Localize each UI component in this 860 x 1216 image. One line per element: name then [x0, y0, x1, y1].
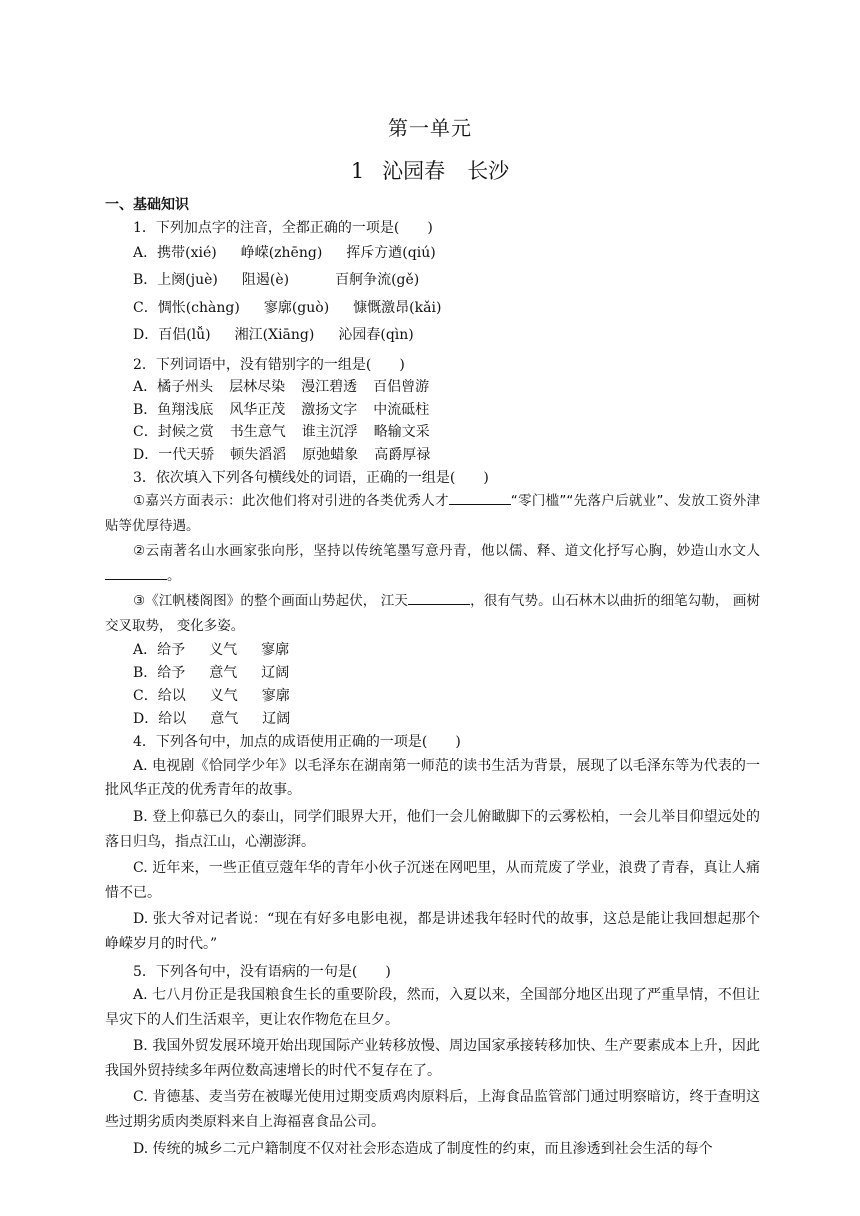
q3-option-b: B．给予 意气 辽阔 [133, 665, 290, 682]
lesson-title [0, 155, 860, 185]
q2-option-b: B．鱼翔浅底 风华正茂 激扬文字 中流砥柱 [133, 401, 430, 418]
q4-option-a: A. 电视剧《恰同学少年》以毛泽东在湖南第一师范的读书生活为背景，展现了以毛泽东等为代表的一批风华正茂的优秀青年的故事。 [105, 757, 760, 799]
q4-option-d: D. 张大爷对记者说：“现在有好多电影电视，都是讲述我年轻时代的故事，这总是能让我回想起那个峥嵘岁月的时代。” [105, 911, 760, 952]
q1-option-d: D．百侣(lǚ) 湘江(Xiāng) 沁园春(qìn) [133, 327, 414, 344]
fill-blank-2 [105, 566, 167, 580]
q4-option-b: B. 登上仰慕已久的泰山，同学们眼界大开，他们一会儿俯瞰脚下的云雾松柏，一会儿举目仰望远处的落日归鸟，指点江山，心潮澎湃。 [105, 808, 760, 850]
q2-option-a: A．橘子州头 层林尽染 漫江碧透 百侣曾游 [133, 379, 430, 396]
q5-option-a: A. 七八月份正是我国粮食生长的重要阶段，然而，入夏以来，全国部分地区出现了严重旱情，不但让旱灾下的人们生活艰辛，更让农作物危在旦夕。 [105, 987, 760, 1028]
question-2-stem: 2．下列词语中，没有错别字的一组是( ) [133, 356, 405, 373]
fill-blank-1 [449, 491, 511, 505]
question-5-stem: 5．下列各句中，没有语病的一句是( ) [133, 963, 391, 980]
question-4-stem: 4．下列各句中，加点的成语使用正确的一项是( ) [133, 734, 461, 751]
q3-sentence-1: ①嘉兴方面表示：此次他们将对引进的各类优秀人才 “零门槛”“先落户后就业”、发放工资外津贴等优厚待遇。 [105, 493, 760, 535]
q1-option-c: C．惆怅(chàng) 寥廓(guò) 慷慨激昂(kǎi) [133, 299, 442, 316]
lesson-number: 1 [350, 159, 365, 183]
q5-option-b: B. 我国外贸发展环境开始出现国际产业转移放慢、周边国家承接转移加快、生产要素成本上升，因此我国外贸持续多年两位数高速增长的时代不复存在了。 [105, 1038, 760, 1079]
q2-option-d: D．一代天骄 顿失滔滔 原弛蜡象 高爵厚禄 [133, 446, 431, 463]
lesson-title-part1: 沁园春 [382, 159, 446, 183]
fill-blank-3 [408, 591, 470, 605]
q4-option-c: C. 近年来，一些正值豆蔻年华的青年小伙子沉迷在网吧里，从而荒废了学业，浪费了青春，真让人痛惜不已。 [105, 860, 760, 901]
q3-sentence-3: ③《江帆楼阁图》的整个画面山势起伏， 江天 ，很有气势。山石林木以曲折的细笔勾勒， 画树交叉取势， 变化多姿。 [105, 593, 760, 635]
unit-title: 第一单元 [388, 116, 472, 140]
exercise-content [105, 195, 760, 1163]
q5-option-c: C. 肯德基、麦当劳在被曝光使用过期变质鸡肉原料后，上海食品监管部门通过明察暗访，终于查明这些过期劣质肉类原料来自上海福喜食品公司。 [105, 1089, 760, 1131]
q3-option-c: C．给以 义气 寥廓 [133, 688, 290, 705]
q5-option-d: D. 传统的城乡二元户籍制度不仅对社会形态造成了制度性的约束，而且渗透到社会生活的每个 [133, 1140, 713, 1157]
q1-option-b: B．上阕(juè) 阻遏(è) 百舸争流(gě) [133, 272, 420, 289]
question-3-stem: 3．依次填入下列各句横线处的词语，正确的一组是( ) [133, 469, 489, 486]
question-1-stem: 1．下列加点字的注音，全都正确的一项是( ) [133, 220, 433, 236]
lesson-title-part2: 长沙 [467, 159, 510, 183]
q2-option-c: C．封候之赏 书生意气 谁主沉浮 略输文采 [133, 424, 430, 441]
q3-sentence-2: ②云南著名山水画家张向彤，坚持以传统笔墨写意丹青，他以儒、释、道文化抒写心胸，妙造山水文人。 [105, 539, 760, 589]
q1-option-a: A．携带(xié) 峥嵘(zhēng) 挥斥方遒(qiú) [133, 244, 436, 261]
q3-option-d: D．给以 意气 辽阔 [133, 711, 291, 728]
q3-option-a: A．给予 义气 寥廓 [133, 642, 290, 659]
section-heading: 一、基础知识 [105, 197, 189, 213]
